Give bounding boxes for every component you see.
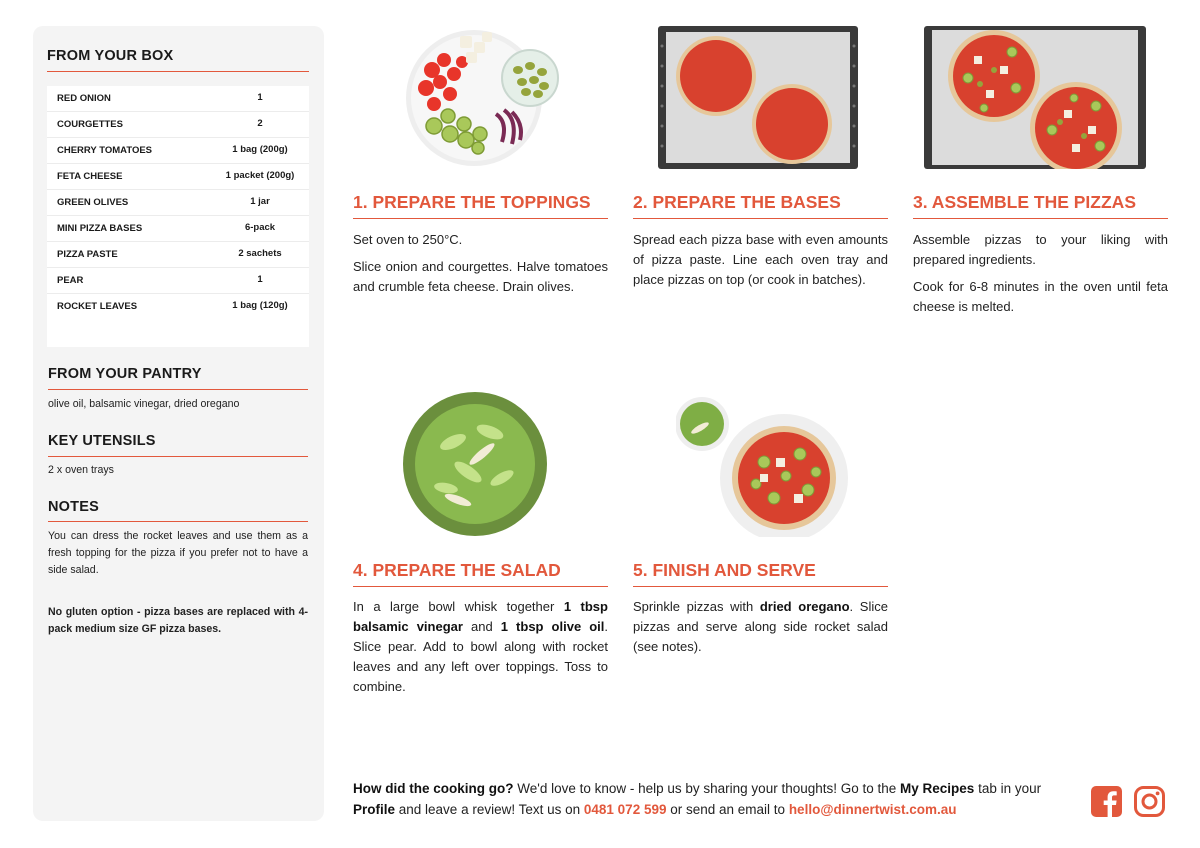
ingredient-qty: 1 bbox=[257, 92, 263, 103]
footer-email-link[interactable]: hello@dinnertwist.com.au bbox=[788, 802, 957, 817]
step-5-oregano: dried oregano bbox=[759, 599, 850, 614]
table-row bbox=[47, 268, 309, 294]
ingredient-qty: 1 packet (200g) bbox=[225, 170, 295, 181]
ingredient-name: PEAR bbox=[57, 275, 84, 286]
ingredient-qty: 1 bbox=[257, 274, 263, 285]
key-utensils-heading: KEY UTENSILS bbox=[48, 433, 156, 449]
feedback-footer bbox=[353, 778, 1078, 820]
step-2-title: 2. PREPARE THE BASES bbox=[633, 192, 841, 212]
ingredient-name: GREEN OLIVES bbox=[57, 197, 129, 208]
pantry-text: olive oil, balsamic vinegar, dried oregano bbox=[48, 398, 240, 410]
footer-profile: Profile bbox=[353, 802, 396, 817]
ingredient-qty: 2 sachets bbox=[238, 248, 282, 259]
step-2-rule bbox=[633, 218, 888, 219]
step-1-paragraph: Set oven to 250°C. bbox=[353, 232, 463, 247]
step-3-body bbox=[913, 230, 1168, 324]
ingredient-qty: 2 bbox=[257, 118, 263, 129]
table-row bbox=[47, 164, 309, 190]
step-4-text: and bbox=[462, 619, 501, 634]
step-4-body bbox=[353, 597, 608, 704]
ingredient-name: CHERRY TOMATOES bbox=[57, 145, 153, 156]
notes-heading: NOTES bbox=[48, 499, 99, 515]
step-1-title: 1. PREPARE THE TOPPINGS bbox=[353, 192, 591, 212]
step-4-text: . Slice pear. Add to bowl along with rocket leaves and any left over toppings. Toss to combine. bbox=[353, 619, 609, 694]
ingredient-name: FETA CHEESE bbox=[57, 171, 123, 182]
table-row bbox=[47, 242, 309, 268]
step-4-oil-amount: 1 tbsp olive oil bbox=[500, 619, 605, 634]
step-5-text: Sprinkle pizzas with bbox=[633, 599, 760, 614]
ingredient-name: ROCKET LEAVES bbox=[57, 301, 138, 312]
toppings-plate-photo bbox=[404, 26, 560, 170]
footer-question: How did the cooking go? bbox=[353, 781, 514, 796]
step-3-paragraph: Cook for 6-8 minutes in the oven until feta cheese is melted. bbox=[913, 279, 1168, 314]
salad-bowl-photo bbox=[398, 392, 552, 537]
table-row bbox=[47, 190, 309, 216]
step-4-text: In a large bowl whisk together bbox=[353, 599, 564, 614]
step-5-text: . Slice pizzas and serve along side rocket salad (see notes). bbox=[633, 599, 888, 654]
ingredient-name: PIZZA PASTE bbox=[57, 249, 118, 260]
step-4-title: 4. PREPARE THE SALAD bbox=[353, 560, 561, 580]
footer-text: tab in your bbox=[974, 781, 1042, 796]
step-5-body bbox=[633, 597, 888, 664]
step-1-paragraph: Slice onion and courgettes. Halve tomatoes and crumble feta cheese. Drain olives. bbox=[353, 259, 608, 294]
step-1-rule bbox=[353, 218, 608, 219]
from-your-pantry-heading: FROM YOUR PANTRY bbox=[48, 366, 202, 382]
ingredient-qty: 1 jar bbox=[250, 196, 270, 207]
step-4-balsamic-amount: 1 tbsp balsamic vinegar bbox=[353, 599, 608, 634]
pizza-bases-tray-photo bbox=[658, 26, 858, 169]
ingredient-name: RED ONION bbox=[57, 93, 111, 104]
step-4-rule bbox=[353, 586, 608, 587]
table-row bbox=[47, 216, 309, 242]
footer-text: We'd love to know - help us by sharing your thoughts! Go to the bbox=[513, 781, 901, 796]
step-5-title: 5. FINISH AND SERVE bbox=[633, 560, 816, 580]
step-3-title: 3. ASSEMBLE THE PIZZAS bbox=[913, 192, 1136, 212]
step-3-paragraph: Assemble pizzas to your liking with prepared ingredients. bbox=[913, 232, 1168, 267]
assembled-pizzas-photo bbox=[924, 26, 1146, 169]
ingredient-qty: 1 bag (200g) bbox=[232, 144, 288, 155]
step-3-rule bbox=[913, 218, 1168, 219]
finished-pizza-photo bbox=[676, 392, 848, 537]
step-4-paragraph bbox=[353, 597, 608, 697]
step-5-paragraph bbox=[633, 597, 888, 657]
ingredient-name: MINI PIZZA BASES bbox=[57, 223, 143, 234]
notes-rule bbox=[48, 521, 308, 522]
table-row bbox=[47, 112, 309, 138]
footer-my-recipes: My Recipes bbox=[900, 781, 975, 796]
ingredient-qty: 1 bag (120g) bbox=[232, 300, 288, 311]
table-row bbox=[47, 294, 309, 320]
from-your-box-rule bbox=[47, 71, 309, 72]
utensils-rule bbox=[48, 456, 308, 457]
instagram-icon[interactable] bbox=[1134, 786, 1165, 817]
step-5-rule bbox=[633, 586, 888, 587]
ingredient-qty: 6-pack bbox=[244, 222, 276, 233]
step-1-body bbox=[353, 230, 608, 304]
footer-phone[interactable]: 0481 072 599 bbox=[583, 802, 667, 817]
facebook-icon[interactable] bbox=[1091, 786, 1122, 817]
table-row bbox=[47, 86, 309, 112]
from-your-box-heading: FROM YOUR BOX bbox=[47, 48, 174, 64]
step-2-paragraph: Spread each pizza base with even amounts of pizza paste. Line each oven tray and place pizzas on top (or cook in batches). bbox=[633, 232, 888, 287]
gluten-note: No gluten option - pizza bases are replaced with 4-pack medium size GF pizza bases. bbox=[48, 606, 308, 635]
utensils-text: 2 x oven trays bbox=[48, 464, 114, 476]
table-row bbox=[47, 138, 309, 164]
notes-text: You can dress the rocket leaves and use them as a fresh topping for the pizza if you prefer not to have a side salad. bbox=[48, 530, 308, 576]
pantry-rule bbox=[48, 389, 308, 390]
ingredient-name: COURGETTES bbox=[57, 119, 123, 130]
footer-text: or send an email to bbox=[666, 802, 789, 817]
footer-text: and leave a review! Text us on bbox=[395, 802, 584, 817]
step-2-body bbox=[633, 230, 888, 297]
box-ingredients-table bbox=[47, 86, 309, 347]
